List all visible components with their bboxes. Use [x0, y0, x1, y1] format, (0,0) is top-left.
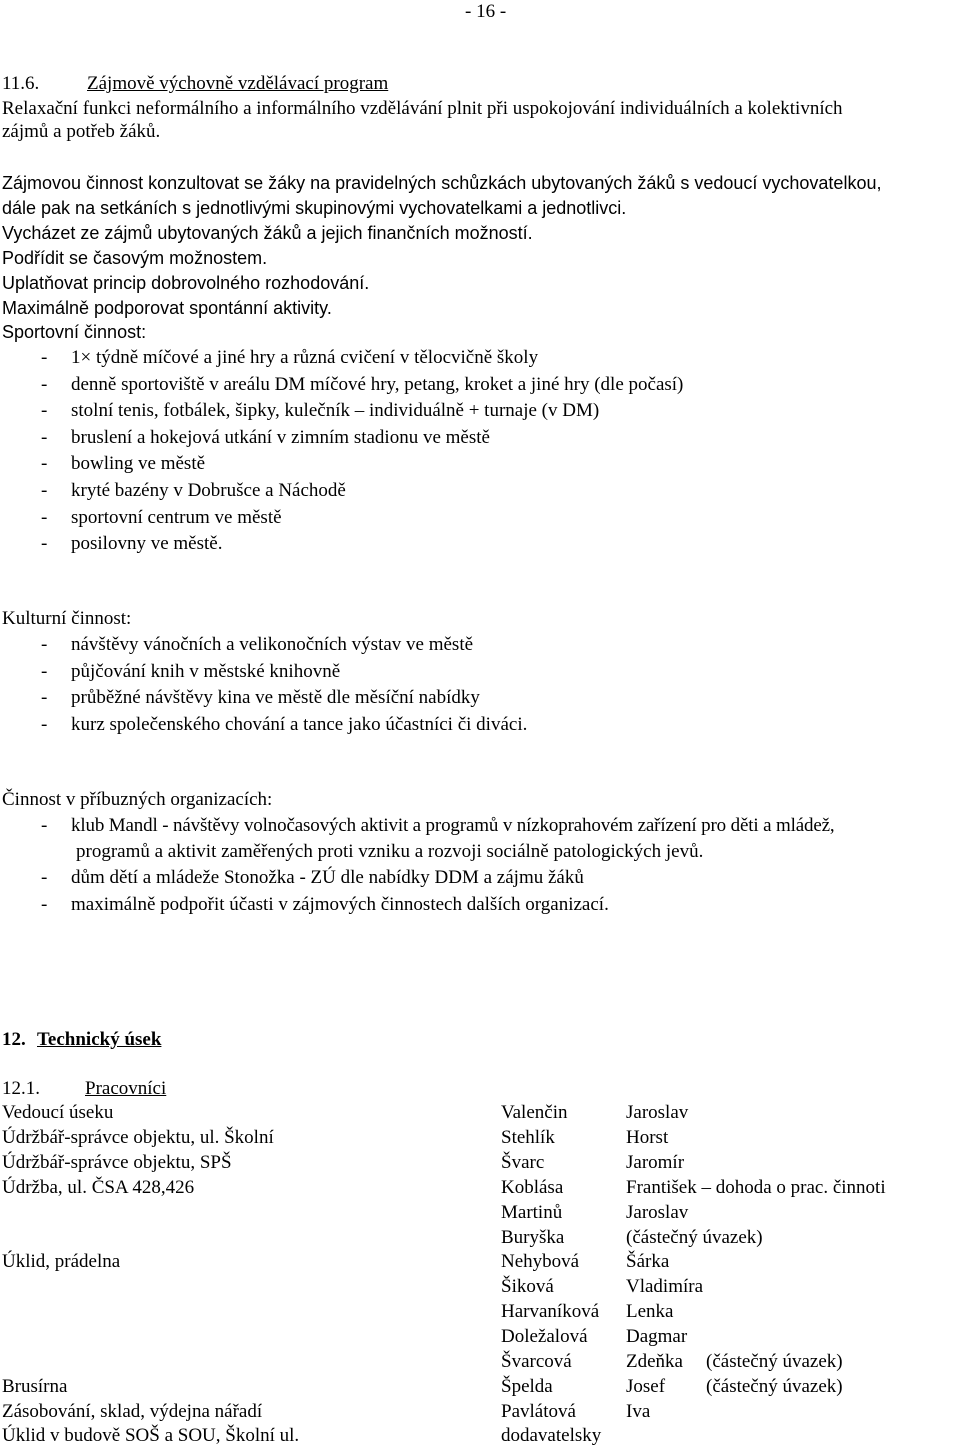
surname-cell: Stehlík	[501, 1127, 555, 1148]
list-item: - klub Mandl - návštěvy volnočasových aktivit a programů v nízkoprahovém zařízení pro děti a mládež,	[41, 815, 835, 836]
role-cell: Úklid v budově SOŠ a SOU, Školní ul.	[2, 1425, 300, 1446]
list-item: - 1× týdně míčové a jiné hry a různá cvičení v tělocvičně školy	[41, 347, 539, 368]
surname-cell: Valenčin	[501, 1102, 568, 1123]
role-cell: Údržbář-správce objektu, SPŠ	[2, 1152, 232, 1173]
intro-line: zájmů a potřeb žáků.	[2, 121, 161, 142]
paragraph-line: Uplatňovat princip dobrovolného rozhodování.	[2, 273, 370, 293]
note-cell: (částečný úvazek)	[706, 1376, 843, 1397]
name-cell: Jaroslav	[626, 1202, 689, 1223]
note-cell: (částečný úvazek)	[706, 1351, 843, 1372]
list-item: - stolní tenis, fotbálek, šipky, kulečník – individuálně + turnaje (v DM)	[41, 400, 600, 421]
surname-cell: Martinů	[501, 1202, 563, 1223]
surname-cell: Špelda	[501, 1376, 553, 1397]
list-item: - průběžné návštěvy kina ve městě dle měsíční nabídky	[41, 687, 480, 708]
list-item: - maximálně podpořit účasti v zájmových činnostech dalších organizací.	[41, 894, 609, 915]
role-cell: Zásobování, sklad, výdejna nářadí	[2, 1401, 263, 1422]
table-row	[0, 1424, 960, 1448]
table-row	[0, 1201, 960, 1225]
list-item: - denně sportoviště v areálu DM míčové hry, petang, kroket a jiné hry (dle počasí)	[41, 374, 684, 395]
list-item: - bowling ve městě	[41, 453, 206, 474]
name-cell: Vladimíra	[626, 1276, 704, 1297]
table-row	[0, 1126, 960, 1150]
subsection-number: 12.1.	[2, 1078, 40, 1099]
table-row	[0, 1300, 960, 1324]
paragraph-line: Maximálně podporovat spontánní aktivity.	[2, 298, 332, 318]
surname-cell: Doležalová	[501, 1326, 588, 1347]
name-cell: Josef	[626, 1376, 666, 1397]
list-item: - návštěvy vánočních a velikonočních výstav ve městě	[41, 634, 474, 655]
section-title: Zájmově výchovně vzdělávací program	[87, 73, 389, 94]
surname-cell: Švarc	[501, 1152, 545, 1173]
page-number: - 16 -	[465, 1, 507, 22]
table-row	[0, 1226, 960, 1250]
list-item-continuation: programů a aktivit zaměřených proti vzniku a rozvoji sociálně patologických jevů.	[76, 841, 704, 862]
list-item: - kurz společenského chování a tance jako účastníci či diváci.	[41, 714, 528, 735]
paragraph-line: dále pak na setkáních s jednotlivými skupinovými vychovatelkami a jednotlivci.	[2, 198, 627, 218]
table-row	[0, 1375, 960, 1399]
role-cell: Údržba, ul. ČSA 428,426	[2, 1177, 195, 1198]
surname-cell: Harvaníková	[501, 1301, 600, 1322]
list-item: - dům dětí a mládeže Stonožka - ZÚ dle nabídky DDM a zájmu žáků	[41, 867, 584, 888]
surname-cell: Koblása	[501, 1177, 564, 1198]
table-row	[0, 1325, 960, 1349]
list-item: - půjčování knih v městské knihovně	[41, 661, 341, 682]
sport-heading: Sportovní činnost:	[2, 322, 147, 342]
paragraph-line: Podřídit se časovým možnostem.	[2, 248, 268, 268]
table-row	[0, 1151, 960, 1175]
name-cell: František – dohoda o prac. činnoti	[626, 1177, 886, 1198]
table-row	[0, 1400, 960, 1424]
name-cell: Zdeňka	[626, 1351, 683, 1372]
surname-cell: Šiková	[501, 1276, 554, 1297]
surname-cell: Švarcová	[501, 1351, 572, 1372]
name-cell: Jaromír	[626, 1152, 685, 1173]
role-cell: Brusírna	[2, 1376, 68, 1397]
role-cell: Úklid, prádelna	[2, 1251, 121, 1272]
table-row	[0, 1176, 960, 1200]
table-row	[0, 1275, 960, 1299]
paragraph-line: Zájmovou činnost konzultovat se žáky na pravidelných schůzkách ubytovaných žáků s vedoucí vychovatelkou,	[2, 173, 882, 193]
list-item: - sportovní centrum ve městě	[41, 507, 282, 528]
list-item: - kryté bazény v Dobrušce a Náchodě	[41, 480, 346, 501]
name-cell: Šárka	[626, 1251, 670, 1272]
section-number: 11.6.	[2, 73, 40, 94]
name-cell: Dagmar	[626, 1326, 688, 1347]
intro-line: Relaxační funkci neformálního a informálního vzdělávání plnit při uspokojování individuálních a kolektivních	[2, 98, 843, 119]
name-cell: (částečný úvazek)	[626, 1227, 763, 1248]
subsection-title: Pracovníci	[85, 1078, 167, 1099]
surname-cell: dodavatelsky	[501, 1425, 602, 1446]
chapter-title: Technický úsek	[37, 1029, 162, 1050]
list-item: - bruslení a hokejová utkání v zimním stadionu ve městě	[41, 427, 490, 448]
name-cell: Lenka	[626, 1301, 674, 1322]
name-cell: Iva	[626, 1401, 651, 1422]
orgs-heading: Činnost v příbuzných organizacích:	[2, 789, 273, 810]
table-row	[0, 1250, 960, 1274]
surname-cell: Pavlátová	[501, 1401, 576, 1422]
table-row	[0, 1350, 960, 1374]
name-cell: Horst	[626, 1127, 669, 1148]
chapter-number: 12.	[2, 1029, 26, 1050]
role-cell: Údržbář-správce objektu, ul. Školní	[2, 1127, 274, 1148]
culture-heading: Kulturní činnost:	[2, 608, 132, 629]
list-item: - posilovny ve městě.	[41, 533, 223, 554]
paragraph-line: Vycházet ze zájmů ubytovaných žáků a jejich finančních možností.	[2, 223, 533, 243]
surname-cell: Nehybová	[501, 1251, 580, 1272]
name-cell: Jaroslav	[626, 1102, 689, 1123]
surname-cell: Buryška	[501, 1227, 565, 1248]
role-cell: Vedoucí úseku	[2, 1102, 114, 1123]
table-row	[0, 1101, 960, 1125]
